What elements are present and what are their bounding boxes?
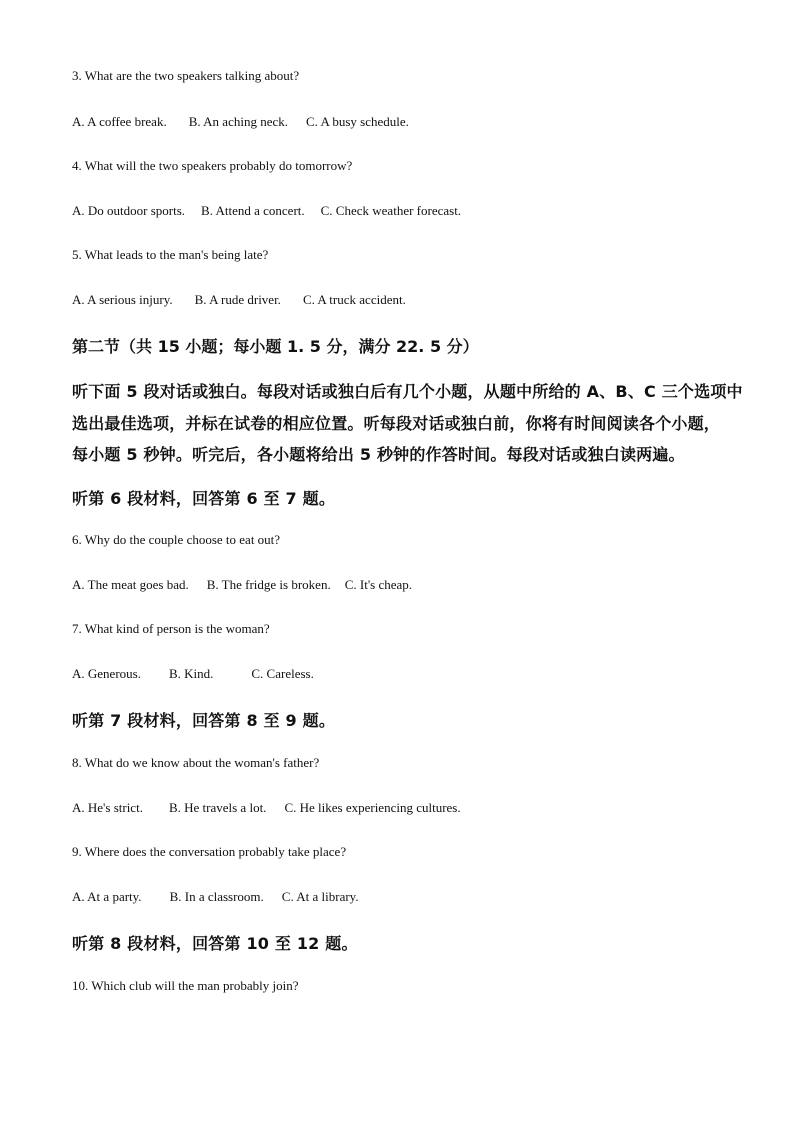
question-3: 3. What are the two speakers talking about? xyxy=(72,68,300,83)
option-a: A. He's strict. xyxy=(72,800,143,815)
question-5: 5. What leads to the man's being late? xyxy=(72,247,269,262)
option-c: C. At a library. xyxy=(281,889,359,904)
question-7: 7. What kind of person is the woman? xyxy=(72,621,270,636)
section-2-title: 第二节（共 15 小题；每小题 1. 5 分，满分 22. 5 分） xyxy=(72,337,479,356)
option-c: C. Check weather forecast. xyxy=(320,203,462,218)
options-4 xyxy=(72,203,461,219)
option-a: A. A serious injury. xyxy=(72,292,173,307)
option-c: C. It's cheap. xyxy=(344,577,413,592)
option-c: C. A truck accident. xyxy=(302,292,406,307)
option-a: A. Do outdoor sports. xyxy=(72,203,186,218)
options-5 xyxy=(72,292,406,308)
material-8-heading: 听第 8 段材料，回答第 10 至 12 题。 xyxy=(72,934,358,953)
material-6-heading: 听第 6 段材料，回答第 6 至 7 题。 xyxy=(72,489,336,508)
option-b: B. Kind. xyxy=(168,666,214,681)
section-2-instructions-line-1: 听下面 5 段对话或独白。每段对话或独白后有几个小题，从题中所给的 A、B、C 三个选项中 xyxy=(72,382,743,401)
option-b: B. He travels a lot. xyxy=(168,800,267,815)
option-a: A. The meat goes bad. xyxy=(72,577,189,592)
question-10: 10. Which club will the man probably join? xyxy=(72,978,299,993)
option-b: B. In a classroom. xyxy=(169,889,264,904)
options-8 xyxy=(72,800,461,816)
options-9 xyxy=(72,889,359,905)
question-4: 4. What will the two speakers probably do tomorrow? xyxy=(72,158,353,173)
option-c: C. Careless. xyxy=(251,666,314,681)
material-7-heading: 听第 7 段材料，回答第 8 至 9 题。 xyxy=(72,711,336,730)
option-c: C. He likes experiencing cultures. xyxy=(284,800,461,815)
options-7 xyxy=(72,666,314,682)
question-6: 6. Why do the couple choose to eat out? xyxy=(72,532,281,547)
option-b: B. Attend a concert. xyxy=(201,203,305,218)
question-8: 8. What do we know about the woman's father? xyxy=(72,755,320,770)
options-3 xyxy=(72,114,409,130)
option-a: A. A coffee break. xyxy=(72,114,167,129)
option-b: B. An aching neck. xyxy=(188,114,288,129)
section-2-instructions-line-2: 选出最佳选项，并标在试卷的相应位置。听每段对话或独白前，你将有时间阅读各个小题， xyxy=(72,414,721,433)
option-b: B. The fridge is broken. xyxy=(206,577,331,592)
option-a: A. At a party. xyxy=(72,889,142,904)
option-b: B. A rude driver. xyxy=(194,292,281,307)
options-6 xyxy=(72,577,412,593)
section-2-instructions-line-3: 每小题 5 秒钟。听完后，各小题将给出 5 秒钟的作答时间。每段对话或独白读两遍。 xyxy=(72,445,685,464)
option-c: C. A busy schedule. xyxy=(306,114,409,129)
question-9: 9. Where does the conversation probably take place? xyxy=(72,844,347,859)
option-a: A. Generous. xyxy=(72,666,141,681)
